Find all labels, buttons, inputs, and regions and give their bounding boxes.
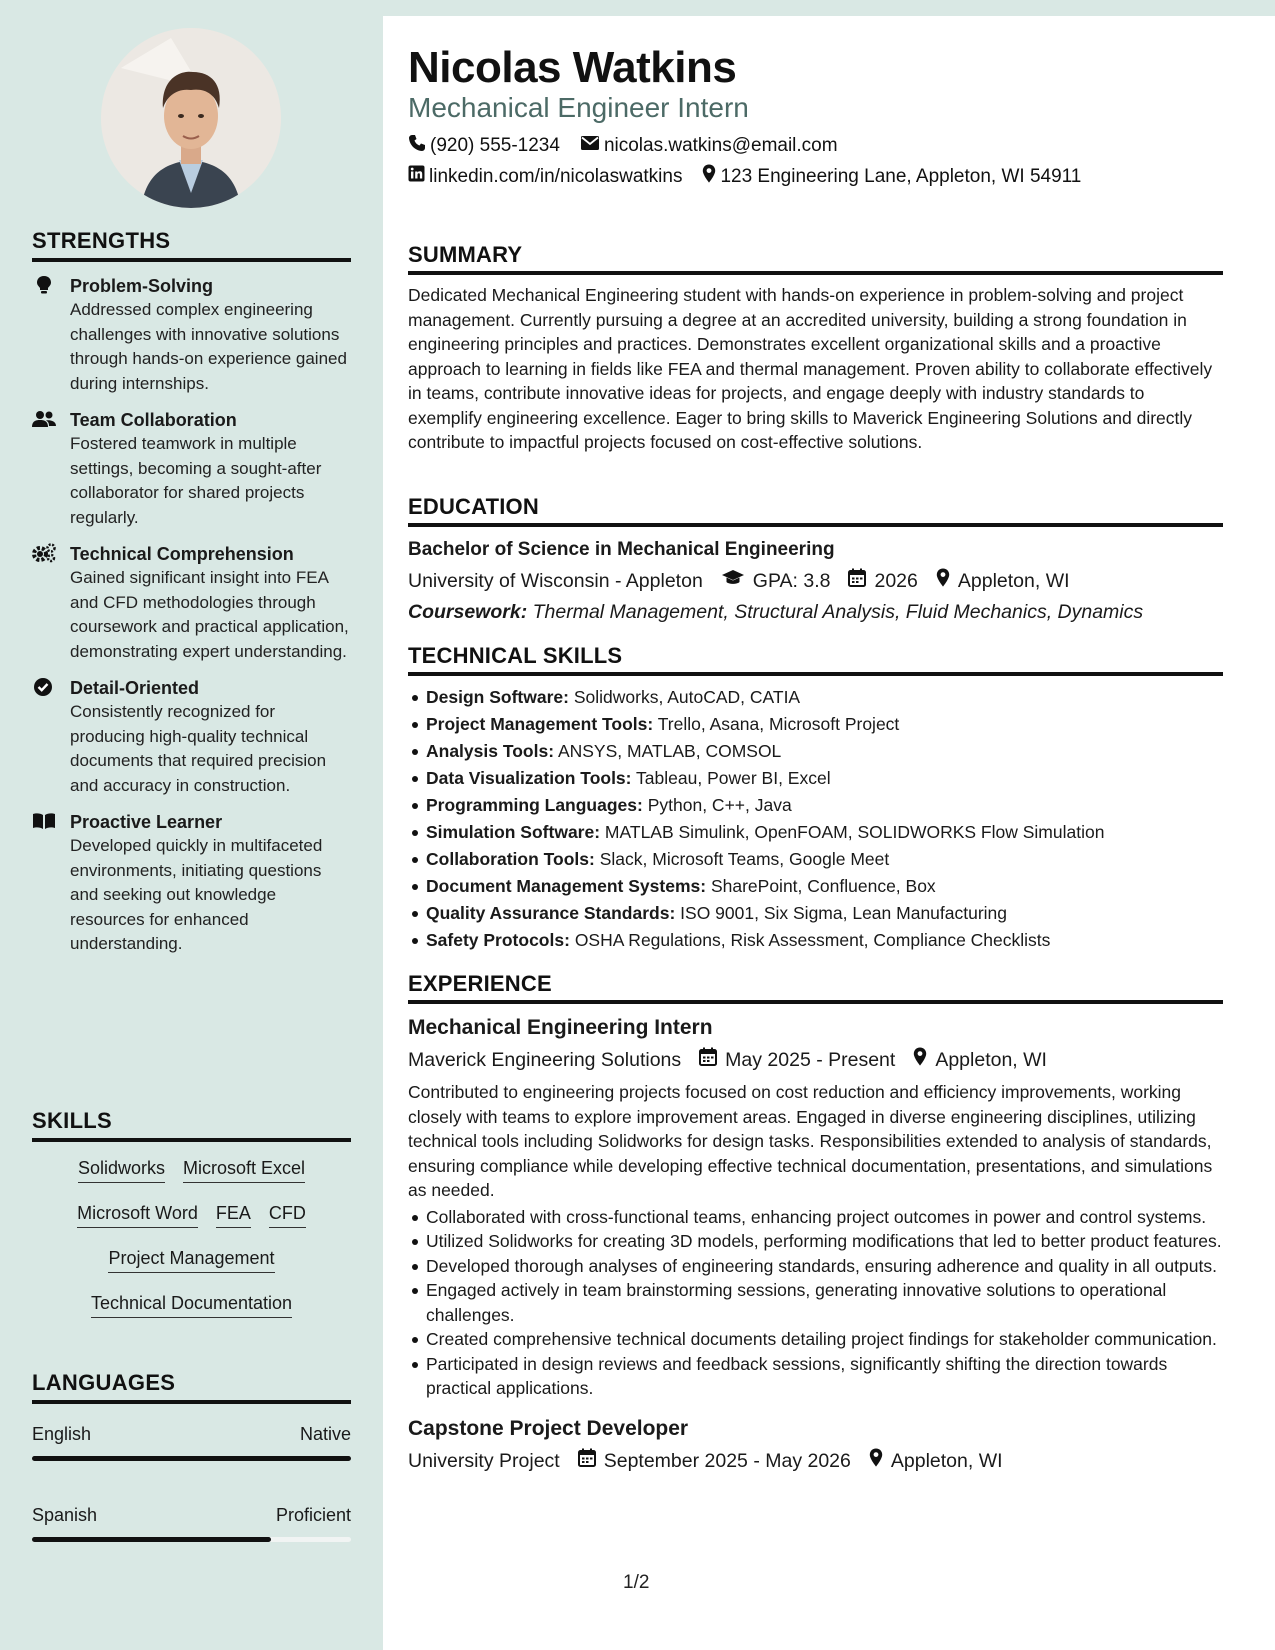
job-title: Capstone Project Developer	[408, 1416, 689, 1440]
linkedin-icon	[408, 165, 429, 188]
list-item: Participated in design reviews and feedback sessions, significantly shifting the direction towards practical applications.	[408, 1352, 1223, 1401]
phone-contact	[408, 134, 560, 158]
strength-item	[32, 676, 351, 798]
strength-title: Team Collaboration	[70, 410, 237, 430]
linkedin-contact	[408, 165, 682, 188]
experience-section	[408, 971, 1223, 1475]
strength-title: Technical Comprehension	[70, 544, 294, 564]
language-bar	[32, 1456, 351, 1461]
job-description: Contributed to engineering projects focused on cost reduction and efficiency improvements, working closely with teams to explore improvement areas. Engaged in diverse engineering disciplines, utilizing technical tools including Solidworks for design tasks. Responsibilities extended to analysis of standards, ensuring compliance while developing effective technical documentation, presentations, and simulations as needed.	[408, 1082, 1213, 1200]
profile-photo	[101, 28, 281, 208]
calendar-icon	[578, 1447, 604, 1475]
address-text: 123 Engineering Lane, Appleton, WI 54911	[720, 165, 1082, 187]
degree-title: Bachelor of Science in Mechanical Engineering	[408, 539, 835, 560]
page-number: 1/2	[623, 1572, 650, 1593]
job-meta	[408, 1447, 1223, 1475]
skill-label: Document Management Systems:	[426, 876, 707, 896]
skill-value: Trello, Asana, Microsoft Project	[657, 714, 900, 734]
skill-label: Design Software:	[426, 687, 569, 707]
strength-item	[32, 408, 351, 530]
skill-label: Collaboration Tools:	[426, 849, 595, 869]
map-pin-icon	[913, 1046, 935, 1074]
summary-text: Dedicated Mechanical Engineering student with hands-on experience in problem-solving and project management. Currently pursuing a degree at an accredited university, building a strong foundation in engineering principles and practices. Demonstrates excellent organizational skills and a proactive approach to learning in fields like FEA and thermal management. Proven ability to collaborate effectively in teams, contribute innovative ideas for projects, and engage deeply with industry standards to exemplify engineering excellence. Eager to bring skills to Maverick Engineering Solutions and directly contribute to impactful projects focused on cost-effective solutions.	[408, 285, 1213, 452]
strength-item	[32, 542, 351, 664]
education-heading: EDUCATION	[408, 494, 1223, 527]
strength-desc: Fostered teamwork in multiple settings, becoming a sought-after collaborator for shared projects regularly.	[70, 434, 322, 527]
list-item: Engaged actively in team brainstorming sessions, generating innovative solutions to operational challenges.	[408, 1278, 1223, 1327]
book-icon	[32, 811, 56, 831]
envelope-icon	[580, 135, 604, 157]
skill-tag: Project Management	[108, 1246, 274, 1273]
job-bullets	[408, 1205, 1223, 1401]
job-title: Mechanical Engineering Intern	[408, 1016, 713, 1039]
languages-section	[32, 1370, 351, 1542]
map-pin-icon	[936, 567, 958, 595]
email-contact	[580, 135, 838, 157]
sidebar	[0, 0, 383, 1650]
dates-item	[699, 1046, 895, 1074]
check-circle-icon	[32, 677, 56, 697]
phone-icon	[408, 134, 430, 158]
language-item	[32, 1422, 351, 1461]
skills-tags	[32, 1156, 351, 1318]
technical-skills-list	[408, 684, 1223, 954]
main-content	[383, 16, 1275, 1650]
skill-tag: FEA	[216, 1201, 251, 1228]
skill-value: ISO 9001, Six Sigma, Lean Manufacturing	[680, 903, 1008, 923]
list-item	[408, 738, 1223, 765]
skill-label: Simulation Software:	[426, 822, 601, 842]
year-item	[848, 567, 917, 595]
email-text: nicolas.watkins@email.com	[603, 135, 838, 156]
skill-value: Slack, Microsoft Teams, Google Meet	[599, 849, 890, 869]
list-item: Created comprehensive technical documents detailing project findings for stakeholder communication.	[408, 1327, 1223, 1352]
calendar-icon	[848, 567, 874, 595]
list-item	[408, 900, 1223, 927]
technical-skills-heading: TECHNICAL SKILLS	[408, 643, 1223, 676]
dates-text: September 2025 - May 2026	[603, 1449, 851, 1472]
skill-label: Quality Assurance Standards:	[426, 903, 676, 923]
dates-text: May 2025 - Present	[725, 1049, 896, 1071]
language-level: Native	[299, 1424, 351, 1444]
skill-tag: Solidworks	[78, 1156, 165, 1183]
job-meta	[408, 1046, 1223, 1074]
location-text: Appleton, WI	[957, 570, 1070, 592]
strengths-section	[32, 228, 351, 957]
skill-tag: Microsoft Word	[77, 1201, 198, 1228]
strength-desc: Consistently recognized for producing high-quality technical documents that required precision and accuracy in construction.	[70, 702, 327, 795]
coursework-line	[408, 598, 1223, 626]
candidate-name: Nicolas Watkins	[408, 43, 737, 92]
contact-line-2	[408, 164, 1101, 189]
skill-label: Programming Languages:	[426, 795, 643, 815]
coursework-label: Coursework:	[408, 601, 528, 623]
coursework-text: Thermal Management, Structural Analysis, Fluid Mechanics, Dynamics	[532, 601, 1144, 623]
list-item	[408, 765, 1223, 792]
map-pin-icon	[869, 1447, 891, 1475]
strength-desc: Developed quickly in multifaceted environments, initiating questions and seeking out knowledge resources for enhanced understanding.	[70, 836, 323, 953]
list-item	[408, 711, 1223, 738]
skill-tag: Microsoft Excel	[183, 1156, 305, 1183]
map-pin-icon	[702, 164, 720, 189]
list-item	[408, 927, 1223, 954]
candidate-role: Mechanical Engineer Intern	[408, 92, 749, 123]
list-item: Developed thorough analyses of engineering standards, ensuring adherence and quality in all outputs.	[408, 1254, 1223, 1279]
strength-title: Problem-Solving	[70, 276, 214, 296]
strength-title: Proactive Learner	[70, 812, 223, 832]
list-item	[408, 846, 1223, 873]
language-bar	[32, 1537, 351, 1542]
gpa-text: GPA: 3.8	[752, 570, 831, 592]
strength-desc: Addressed complex engineering challenges with innovative solutions through hands-on experience gained during internships.	[70, 300, 347, 393]
year-text: 2026	[874, 570, 918, 592]
list-item	[408, 684, 1223, 711]
gears-icon	[32, 543, 56, 563]
skill-label: Analysis Tools:	[426, 741, 555, 761]
lightbulb-icon	[32, 275, 56, 295]
skill-label: Project Management Tools:	[426, 714, 654, 734]
skill-value: Python, C++, Java	[647, 795, 792, 815]
experience-heading: EXPERIENCE	[408, 971, 1223, 1004]
language-level: Proficient	[275, 1505, 351, 1525]
summary-section	[408, 242, 1223, 455]
skill-value: OSHA Regulations, Risk Assessment, Compliance Checklists	[574, 930, 1051, 950]
calendar-icon	[699, 1046, 725, 1074]
strength-item	[32, 810, 351, 957]
list-item	[408, 792, 1223, 819]
strength-item	[32, 274, 351, 396]
location-text: Appleton, WI	[935, 1049, 1047, 1071]
skill-tag: Technical Documentation	[91, 1291, 292, 1318]
company-name: University Project	[408, 1449, 560, 1472]
location-item	[869, 1447, 1003, 1475]
list-item: Utilized Solidworks for creating 3D models, performing modifications that led to better product features.	[408, 1229, 1223, 1254]
skill-value: SharePoint, Confluence, Box	[710, 876, 936, 896]
phone-text: (920) 555-1234	[430, 135, 560, 156]
technical-skills-section	[408, 643, 1223, 954]
linkedin-text: linkedin.com/in/nicolaswatkins	[429, 165, 683, 187]
language-item	[32, 1503, 351, 1542]
skill-tag: CFD	[269, 1201, 306, 1228]
list-item	[408, 819, 1223, 846]
languages-heading: LANGUAGES	[32, 1370, 351, 1404]
language-bar-fill	[32, 1456, 351, 1461]
skill-value: Tableau, Power BI, Excel	[636, 768, 831, 788]
location-text: Appleton, WI	[890, 1449, 1003, 1472]
contact-line-1	[408, 134, 858, 158]
gpa-item	[721, 567, 831, 595]
list-item: Collaborated with cross-functional teams, enhancing project outcomes in power and control systems.	[408, 1205, 1223, 1230]
graduation-cap-icon	[721, 567, 753, 595]
strength-desc: Gained significant insight into FEA and CFD methodologies through coursework and practical application, demonstrating expert understanding.	[70, 568, 349, 661]
skills-heading: SKILLS	[32, 1108, 351, 1142]
list-item	[408, 873, 1223, 900]
skill-label: Safety Protocols:	[426, 930, 570, 950]
company-name: Maverick Engineering Solutions	[408, 1049, 682, 1071]
education-section	[408, 494, 1223, 626]
language-bar-fill	[32, 1537, 271, 1542]
address-contact	[702, 164, 1081, 189]
skill-value: MATLAB Simulink, OpenFOAM, SOLIDWORKS Flow Simulation	[604, 822, 1105, 842]
skill-label: Data Visualization Tools:	[426, 768, 632, 788]
school-name: University of Wisconsin - Appleton	[408, 570, 703, 592]
language-name: Spanish	[32, 1505, 98, 1525]
users-icon	[32, 409, 56, 429]
skill-value: ANSYS, MATLAB, COMSOL	[557, 741, 782, 761]
skills-section	[32, 1108, 351, 1318]
strength-title: Detail-Oriented	[70, 678, 200, 698]
location-item	[913, 1046, 1047, 1074]
summary-heading: SUMMARY	[408, 242, 1223, 275]
strengths-heading: STRENGTHS	[32, 228, 351, 262]
dates-item	[578, 1447, 851, 1475]
skill-value: Solidworks, AutoCAD, CATIA	[573, 687, 801, 707]
location-item	[936, 567, 1070, 595]
language-name: English	[32, 1424, 92, 1444]
education-meta	[408, 567, 1223, 595]
